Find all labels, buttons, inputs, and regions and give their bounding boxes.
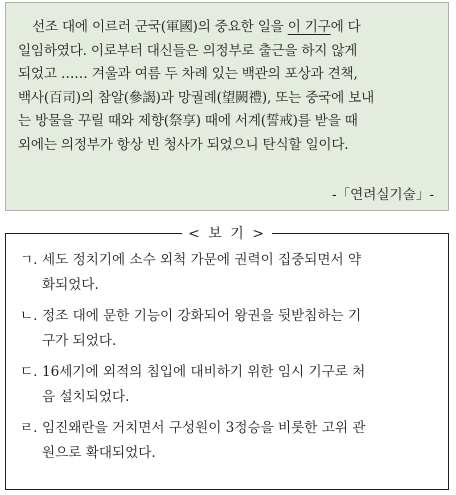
option-item — [20, 248, 438, 298]
passage-line: 백사(百司)의 참알(參謁)과 망궐례(望闕禮), 또는 중국에 보내 — [18, 89, 375, 106]
option-text: 정조 대에 문한 기능이 강화되어 왕권을 뒷받침하는 기 — [42, 308, 362, 324]
passage-line: 외에는 의정부가 항상 빈 청사가 되었으니 탄식할 일이다. — [18, 136, 349, 153]
option-text: 음 설치되었다. — [42, 389, 130, 405]
option-mark: ㄷ. — [20, 364, 38, 380]
underlined-term: 이 기구 — [287, 19, 331, 35]
option-item — [20, 304, 438, 354]
passage-text-segment: 선조 대에 이르러 군국(軍國)의 중요한 일을 — [32, 19, 288, 35]
options-title: < 보 기 > — [182, 223, 272, 243]
options-box — [5, 226, 449, 490]
option-mark: ㄱ. — [20, 252, 38, 268]
passage-text — [18, 16, 442, 157]
option-text: 구가 되었다. — [42, 333, 117, 349]
option-text: 16세기에 외적의 침입에 대비하기 위한 임시 기구로 처 — [42, 364, 366, 380]
options-list — [20, 248, 438, 472]
option-text: 임진왜란을 거치면서 구성원이 3정승을 비롯한 고위 관 — [42, 420, 366, 436]
passage-source: -「연려실기술」- — [331, 187, 434, 203]
passage-text-segment: 에 다 — [330, 19, 361, 35]
option-text: 원으로 확대되었다. — [42, 445, 156, 461]
passage-line: 는 방물을 꾸릴 때와 제향(祭享) 때에 서계(誓戒)를 받을 때 — [18, 113, 358, 129]
passage-line: 일임하였다. 이로부터 대신들은 의정부로 출근을 하지 않게 — [18, 42, 358, 59]
option-text: 화되었다. — [42, 277, 99, 293]
option-item — [20, 360, 438, 410]
option-item — [20, 416, 438, 466]
option-text: 세도 정치기에 소수 외척 가문에 권력이 집중되면서 약 — [42, 252, 362, 268]
option-mark: ㄹ. — [20, 420, 38, 436]
passage-box — [5, 2, 449, 211]
passage-line — [18, 16, 442, 40]
passage-line: 되었고 …… 겨울과 여름 두 차례 있는 백관의 포상과 견책, — [18, 66, 358, 82]
option-mark: ㄴ. — [20, 308, 38, 324]
